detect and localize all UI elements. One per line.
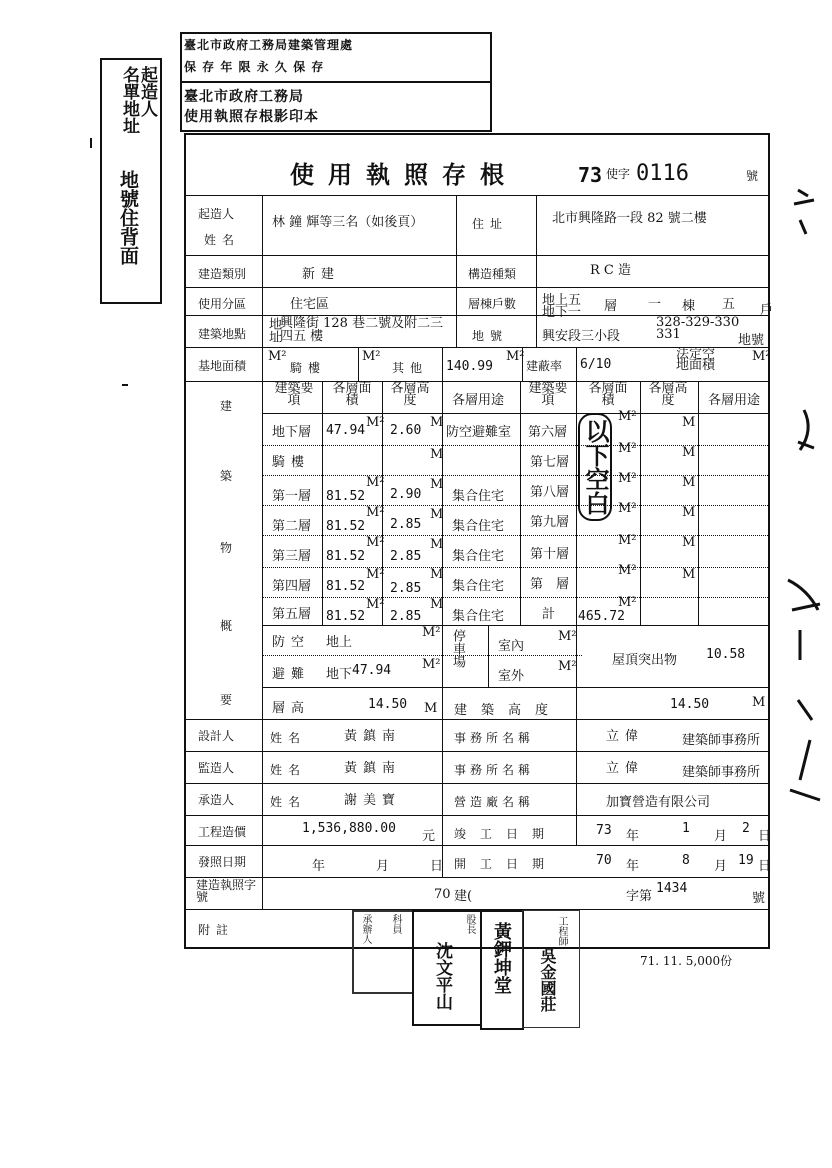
col-item-left: 建築要項 <box>274 381 314 408</box>
permit-prefix: 70 <box>434 887 451 902</box>
floor-row-name: 第九層 <box>530 515 570 530</box>
right-area-unit: M² <box>618 409 637 424</box>
site-lot-label: 地號 <box>472 329 509 343</box>
margin-mark <box>90 138 92 148</box>
col-item-right: 建築要項 <box>528 381 568 408</box>
permit-number: 0116 <box>636 161 689 186</box>
col-height-left: 各層高度 <box>390 381 430 408</box>
floor-row-area: 81.52 <box>326 579 366 594</box>
margin-mark <box>122 384 128 386</box>
building-height-label: 建築高度 <box>454 703 563 718</box>
open-space-unit: M² <box>752 349 771 364</box>
right-height-unit: M <box>682 475 696 490</box>
owner-address-label: 住址 <box>472 217 509 231</box>
other-unit: M² <box>506 349 525 364</box>
section-label-4: 概 <box>220 619 233 633</box>
issue-month-unit: 月 <box>376 859 390 874</box>
completion-month: 1 <box>682 821 690 836</box>
arcade-label: 騎樓 <box>290 361 327 375</box>
floor-row-area-unit: M² <box>366 597 385 612</box>
roof-label: 屋頂突出物 <box>612 653 678 668</box>
section-label-5: 要 <box>220 693 233 707</box>
floor-row-area-unit: M² <box>366 567 385 582</box>
floor-row-height-unit: M <box>430 447 444 462</box>
site-lot-numbers: 328-329-330 331 <box>656 315 740 342</box>
floor-row-height: 2.85 <box>390 549 422 564</box>
issue-date-label: 發照日期 <box>198 855 247 869</box>
floor-row-name: 第三層 <box>272 549 312 564</box>
archive-stamp-row-2: 保 存 年 限 永 久 保 存 <box>184 60 325 74</box>
stamp-staff: 科員 <box>390 914 401 934</box>
site-area-unit: M² <box>268 349 287 364</box>
supervisor-office: 立偉 <box>606 761 645 776</box>
floor-row-area: 47.94 <box>326 423 366 438</box>
floor-row-use: 集合住宅 <box>452 489 505 504</box>
floor-row-area-unit: M² <box>366 535 385 550</box>
side-note-col-1: 起造人 <box>137 66 157 117</box>
permit-char: 使字 <box>606 167 631 181</box>
completion-month-unit: 月 <box>714 829 728 844</box>
floor-row-name: 第八層 <box>530 485 570 500</box>
floor-row-use: 集合住宅 <box>452 549 505 564</box>
archive-stamp-row-3: 臺北市政府工務局 <box>184 89 304 105</box>
shelter-below-value: 47.94 <box>352 663 392 678</box>
designer-name-label: 姓名 <box>270 731 307 745</box>
owner-label-a: 起造人 <box>198 207 235 221</box>
archive-stamp-row-4: 使用執照存根影印本 <box>184 109 319 125</box>
start-month: 8 <box>682 853 690 868</box>
floor-row-height: 2.90 <box>390 487 422 502</box>
contractor-firm-label: 營造廠名稱 <box>454 795 535 809</box>
structure-value: R C 造 <box>590 263 631 278</box>
site-lot-tag: 地號 <box>738 333 765 348</box>
floor-row-height-unit: M <box>430 597 444 612</box>
site-label: 建築地點 <box>198 327 247 341</box>
coverage-value: 6/10 <box>580 357 612 372</box>
building-count: 一 <box>648 297 662 312</box>
permit-suffix: 號 <box>746 169 759 183</box>
permit-tail: 字第 <box>626 889 653 904</box>
cost-unit: 元 <box>422 829 436 844</box>
parking-label: 停車場 <box>450 629 465 668</box>
blank-below-note: 以下空白 <box>578 413 612 521</box>
start-year: 70 <box>596 853 612 868</box>
supervisor-office-tag: 建築師事務所 <box>682 765 761 780</box>
floor-row-name: 第四層 <box>272 579 312 594</box>
section-label-3: 物 <box>220 541 233 555</box>
floor-row-area-unit: M² <box>366 505 385 520</box>
start-year-unit: 年 <box>626 859 640 874</box>
right-area-unit: M² <box>618 563 637 578</box>
permit-stub-number: 1434 <box>656 881 688 896</box>
contractor-firm: 加寶營造有限公司 <box>606 795 711 810</box>
col-use-right: 各層用途 <box>708 393 761 408</box>
col-area-right: 各層面積 <box>588 381 628 408</box>
right-height-unit: M <box>682 567 696 582</box>
floor-row-height-unit: M <box>430 415 444 430</box>
floor-row-name: 計 <box>542 607 556 622</box>
shelter-below-unit: M² <box>422 657 441 672</box>
note-label: 附註 <box>198 923 235 937</box>
floor-row-name: 第十層 <box>530 547 570 562</box>
print-info: 71. 11. 5,000份 <box>640 954 733 968</box>
start-date-label: 開工日期 <box>454 857 559 871</box>
other-label: 其他 <box>392 361 429 375</box>
designer-label: 設計人 <box>198 729 235 743</box>
stamp-name-1: 沈文平山 <box>432 942 452 1010</box>
section-label-1: 建 <box>220 399 233 413</box>
section-label-2: 築 <box>220 469 233 483</box>
side-note-col-2: 名單地址 <box>119 66 139 134</box>
floor-row-use: 集合住宅 <box>452 579 505 594</box>
floor-height-unit: M <box>424 701 438 716</box>
designer-office: 立偉 <box>606 729 645 744</box>
zoning-value: 住宅區 <box>290 297 330 312</box>
owner-label-b: 姓名 <box>204 233 241 247</box>
start-day: 19 <box>738 853 754 868</box>
right-height-unit: M <box>682 505 696 520</box>
parking-outdoor-unit: M² <box>558 659 577 674</box>
issue-year-unit: 年 <box>312 859 326 874</box>
stamp-section-chief: 股長 <box>464 914 475 934</box>
archive-stamp-row-1: 臺北市政府工務局建築管理處 <box>184 38 354 52</box>
roof-value: 10.58 <box>706 647 746 662</box>
completion-year-unit: 年 <box>626 829 640 844</box>
completion-year: 73 <box>596 823 612 838</box>
designer-name: 黃鎮南 <box>344 729 402 744</box>
contractor-label: 承造人 <box>198 793 235 807</box>
floor-row-area-unit: M² <box>366 475 385 490</box>
completion-day: 2 <box>742 821 750 836</box>
floor-row-name: 第七層 <box>530 455 570 470</box>
coverage-label: 建蔽率 <box>526 359 563 373</box>
permit-char: 建( <box>454 889 473 904</box>
shelter-below: 地下 <box>326 667 353 682</box>
floors-below: 地下一 <box>542 305 582 320</box>
right-area-unit: M² <box>618 501 637 516</box>
col-use-left: 各層用途 <box>452 393 505 408</box>
archive-stamp <box>180 32 492 132</box>
right-height-unit: M <box>682 535 696 550</box>
floor-row-name: 騎樓 <box>272 455 311 470</box>
completion-day-unit: 日 <box>758 829 772 844</box>
floor-row-area: 81.52 <box>326 489 366 504</box>
floor-row-height: 2.85 <box>390 581 422 596</box>
structure-label: 構造種類 <box>468 267 517 281</box>
stamp-clerk: 承辦人 <box>360 914 371 944</box>
floor-row-area: 81.52 <box>326 519 366 534</box>
shelter-label-a: 防空 <box>272 635 311 650</box>
start-day-unit: 日 <box>758 859 772 874</box>
contractor-name-label: 姓名 <box>270 795 307 809</box>
building-height-unit: M <box>752 695 766 710</box>
floor-row-name: 地下層 <box>272 425 312 440</box>
floor-row-name: 第 層 <box>530 577 570 592</box>
col-area-left: 各層面積 <box>332 381 372 408</box>
arcade-unit: M² <box>362 349 381 364</box>
parking-outdoor: 室外 <box>498 669 525 684</box>
floor-row-area: 81.52 <box>326 609 366 624</box>
floor-height-label: 層高 <box>272 701 311 716</box>
floor-row-use: 防空避難室 <box>446 425 512 440</box>
permit-stub-form <box>184 133 774 949</box>
contractor-name: 謝美寶 <box>344 793 402 808</box>
floor-row-height: 2.85 <box>390 517 422 532</box>
scan-edge-marks <box>780 180 830 860</box>
site-area-label: 基地面積 <box>198 359 247 373</box>
floor-row-height-unit: M <box>430 477 444 492</box>
building-unit: 棟 <box>682 299 696 314</box>
floor-row-height: 2.60 <box>390 423 422 438</box>
parking-indoor: 室內 <box>498 639 525 654</box>
floor-row-name: 第六層 <box>528 425 568 440</box>
permit-label: 建造執照字號 <box>196 878 257 904</box>
category-value: 新建 <box>302 267 341 282</box>
side-note-box <box>100 58 162 304</box>
completion-label: 竣工日期 <box>454 827 559 841</box>
floor-row-use: 集合住宅 <box>452 609 505 624</box>
stamp-name-2: 黃鉀坤堂 <box>491 922 512 994</box>
stamp-name-3: 吳金國莊 <box>538 948 557 1012</box>
open-space-label: 法定空地面積 <box>676 347 716 373</box>
zoning-label: 使用分區 <box>198 297 247 311</box>
col-height-right: 各層高度 <box>648 381 688 408</box>
approval-stamps <box>350 908 580 1028</box>
right-height-unit: M <box>682 415 696 430</box>
right-area-unit: M² <box>618 533 637 548</box>
supervisor-name-label: 姓名 <box>270 763 307 777</box>
owner-address: 北市興隆路一段 82 號二樓 <box>552 211 707 226</box>
cost-value: 1,536,880.00 <box>302 821 396 836</box>
site-lot-section: 興安段三小段 <box>542 329 621 344</box>
floor-total-area: 465.72 <box>578 609 625 624</box>
site-address-tag: 地址 <box>266 317 281 343</box>
form-title: 使用執照存根 <box>290 160 518 189</box>
other-value: 140.99 <box>446 359 493 374</box>
floor-row-name: 第一層 <box>272 489 312 504</box>
floor-row-name: 第二層 <box>272 519 312 534</box>
floor-row-height-unit: M <box>430 537 444 552</box>
right-height-unit: M <box>682 445 696 460</box>
unit-count: 五 <box>722 297 736 312</box>
permit-year: 73 <box>578 163 603 187</box>
cost-label: 工程造價 <box>198 825 247 839</box>
supervisor-name: 黃鎮南 <box>344 761 402 776</box>
floors-above: 地上五 <box>542 293 582 308</box>
floor-height-value: 14.50 <box>368 697 408 712</box>
category-label: 建造類別 <box>198 267 247 281</box>
unit-unit: 戶 <box>760 303 774 318</box>
owner-name: 林 鐘 輝等三名（如後頁） <box>272 215 424 230</box>
designer-office-tag: 建築師事務所 <box>682 733 761 748</box>
shelter-label-b: 避難 <box>272 667 311 682</box>
parking-indoor-unit: M² <box>558 629 577 644</box>
floor-row-name: 第五層 <box>272 607 312 622</box>
right-area-unit: M² <box>618 441 637 456</box>
right-area-unit: M² <box>618 595 637 610</box>
designer-office-label: 事務所名稱 <box>454 731 535 745</box>
floor-unit: 層 <box>604 299 618 314</box>
permit-stub-suffix: 號 <box>752 891 766 906</box>
floor-row-area: 81.52 <box>326 549 366 564</box>
side-note-col-3: 地號住背面 <box>117 170 139 265</box>
start-month-unit: 月 <box>714 859 728 874</box>
stamp-engineer: 工程師 <box>556 916 567 946</box>
floor-row-height-unit: M <box>430 567 444 582</box>
floors-label: 層棟戶數 <box>468 297 517 311</box>
shelter-above-unit: M² <box>422 625 441 640</box>
building-height-value: 14.50 <box>670 697 710 712</box>
supervisor-label: 監造人 <box>198 761 235 775</box>
shelter-above: 地上 <box>326 635 353 650</box>
floor-row-area-unit: M² <box>366 415 385 430</box>
floor-row-height: 2.85 <box>390 609 422 624</box>
floor-row-height-unit: M <box>430 507 444 522</box>
right-area-unit: M² <box>618 471 637 486</box>
supervisor-office-label: 事務所名稱 <box>454 763 535 777</box>
issue-day-unit: 日 <box>430 859 444 874</box>
floor-row-use: 集合住宅 <box>452 519 505 534</box>
site-address: 興隆街 128 巷二號及附二三四五 樓 <box>280 316 444 344</box>
